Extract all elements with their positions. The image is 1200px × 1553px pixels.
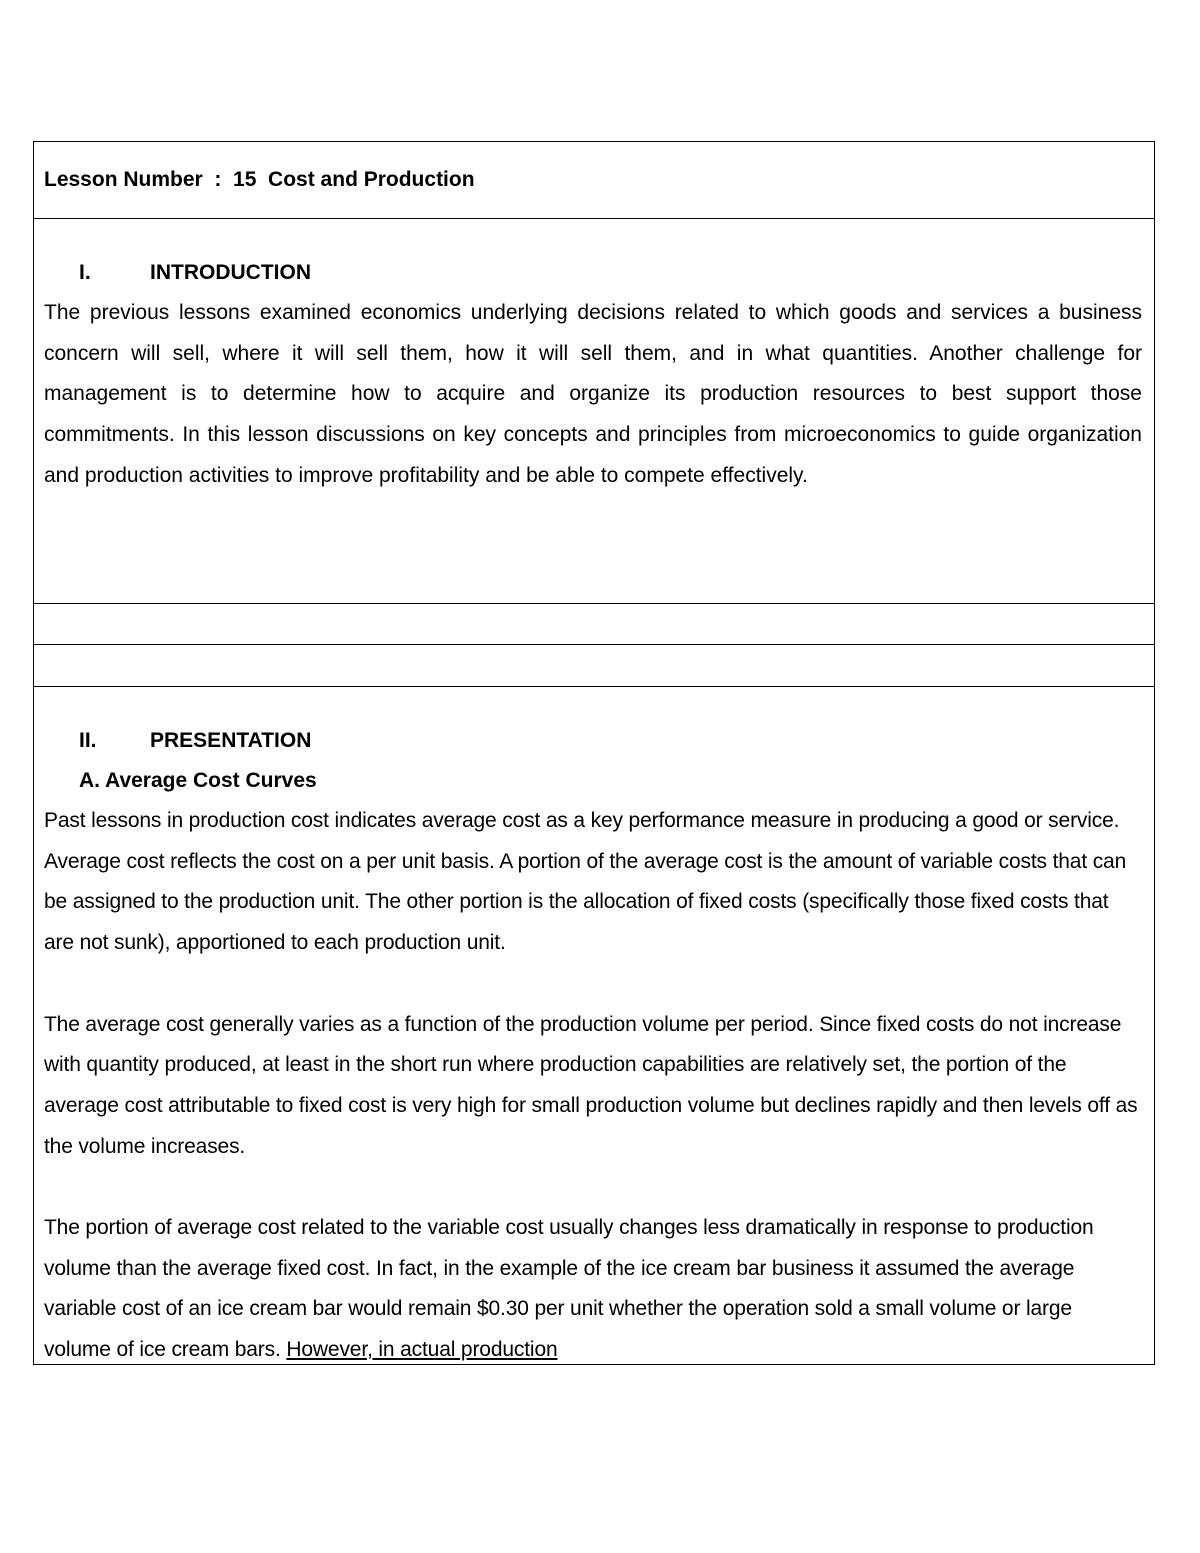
presentation-number: II. xyxy=(79,729,97,752)
presentation-paragraph-1: Past lessons in production cost indicates average cost as a key performance measure in producing a good or service. Average cost reflects the cost on a per unit basis. A portion of the average cost is the amount of variable costs that can be assigned to the production unit. The other portion is the allocation of fixed costs (specifically those fixed costs that are not sunk), apportioned to each production unit. xyxy=(44,809,1127,955)
presentation-paragraph-3 xyxy=(44,1208,1142,1365)
presentation-heading xyxy=(79,727,1142,755)
presentation-paragraph-3-underlined: However, in actual production xyxy=(286,1338,558,1362)
presentation-section xyxy=(34,687,1154,1365)
average-cost-curves-subheading: A. Average Cost Curves xyxy=(79,769,317,792)
introduction-section xyxy=(34,219,1154,604)
presentation-heading-text: PRESENTATION xyxy=(150,729,312,752)
lesson-table xyxy=(33,141,1155,1365)
introduction-number: I. xyxy=(79,261,91,284)
paragraph-spacer xyxy=(44,964,1142,1005)
presentation-paragraph-2: The average cost generally varies as a function of the production volume per period. Since fixed costs do not increase with quantity produced, at least in the short run where production capabilities are relatively set, the portion of the average cost attributable to fixed cost is very high for small production volume but declines rapidly and then levels off as the volume increases. xyxy=(44,1012,1138,1158)
lesson-title-row xyxy=(34,142,1154,219)
presentation-paragraph-3-text: The portion of average cost related to the variable cost usually changes less dramatically in response to production volume than the average fixed cost. In fact, in the example of the ice cream bar business it assumed the average variable cost of an ice cream bar would remain $0.30 per unit whether the operation sold a small volume or large volume of ice cream bars. xyxy=(44,1216,1094,1362)
introduction-heading-text: INTRODUCTION xyxy=(150,261,311,284)
empty-row-1 xyxy=(34,604,1154,645)
empty-row-2 xyxy=(34,645,1154,687)
introduction-body: The previous lessons examined economics underlying decisions related to which goods and services a business concern will sell, where it will sell them, how it will sell them, and in what quantities. Another challenge for management is to determine how to acquire and organize its production resources to best support those commitments. In this lesson discussions on key concepts and principles from microeconomics to guide organization and production activities to improve profitability and be able to compete effectively. xyxy=(44,301,1142,487)
introduction-heading xyxy=(79,259,1142,287)
lesson-title: Lesson Number : 15 Cost and Production xyxy=(44,168,475,191)
paragraph-spacer xyxy=(44,1167,1142,1208)
